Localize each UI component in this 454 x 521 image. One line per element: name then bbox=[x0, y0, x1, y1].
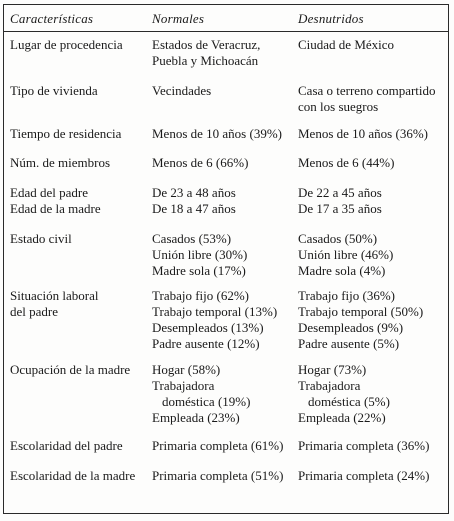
cell-desnutridos bbox=[298, 288, 423, 352]
cell-line: Menos de 10 años (36%) bbox=[298, 126, 428, 141]
cell-line: Trabajadora bbox=[152, 378, 215, 393]
cell-line: Vecindades bbox=[152, 83, 212, 98]
cell-line: Trabajo temporal (50%) bbox=[298, 304, 424, 319]
cell-line: Casa o terreno compartido bbox=[298, 83, 436, 98]
row-label bbox=[10, 37, 123, 53]
cell-line: Situación laboral bbox=[10, 288, 99, 303]
cell-line: De 18 a 47 años bbox=[152, 201, 236, 216]
cell-normales bbox=[152, 468, 283, 484]
cell-line: doméstica (5%) bbox=[308, 394, 390, 409]
cell-line: Desempleados (9%) bbox=[298, 320, 404, 335]
cell-line: Ocupación de la madre bbox=[10, 362, 131, 377]
cell-line: Trabajo temporal (13%) bbox=[152, 304, 278, 319]
cell-line: Escolaridad de la madre bbox=[10, 468, 136, 483]
cell-line: Primaria completa (36%) bbox=[298, 438, 430, 453]
header-divider bbox=[3, 31, 449, 32]
cell-line: De 23 a 48 años bbox=[152, 185, 236, 200]
row-label bbox=[10, 155, 110, 171]
cell-desnutridos bbox=[298, 231, 393, 279]
cell-line: Estados de Veracruz, bbox=[152, 37, 261, 52]
cell-desnutridos bbox=[298, 362, 390, 426]
cell-line: Ciudad de México bbox=[298, 37, 395, 52]
cell-normales bbox=[152, 362, 250, 426]
cell-line: Casados (53%) bbox=[152, 231, 232, 246]
row-label bbox=[10, 83, 98, 99]
column-header-desnutridos: Desnutridos bbox=[298, 11, 364, 26]
cell-line: Primaria completa (24%) bbox=[298, 468, 430, 483]
row-label bbox=[10, 362, 130, 378]
cell-normales bbox=[152, 155, 248, 171]
cell-desnutridos bbox=[298, 438, 429, 454]
row-label bbox=[10, 185, 101, 217]
cell-line: Tipo de vivienda bbox=[10, 83, 98, 98]
row-label bbox=[10, 231, 72, 247]
cell-line: del padre bbox=[10, 304, 59, 319]
cell-line: Estado civil bbox=[10, 231, 72, 246]
cell-line: Madre sola (17%) bbox=[152, 263, 246, 278]
cell-line: Empleada (22%) bbox=[298, 410, 386, 425]
cell-desnutridos bbox=[298, 126, 428, 142]
row-label bbox=[10, 468, 135, 484]
cell-line: De 17 a 35 años bbox=[298, 201, 382, 216]
cell-line: Hogar (58%) bbox=[152, 362, 221, 377]
row-label bbox=[10, 126, 121, 142]
cell-line: Casados (50%) bbox=[298, 231, 378, 246]
cell-line: Puebla y Michoacán bbox=[152, 53, 259, 68]
cell-line: Trabajo fijo (62%) bbox=[152, 288, 250, 303]
cell-desnutridos bbox=[298, 83, 436, 115]
cell-line: Hogar (73%) bbox=[298, 362, 367, 377]
cell-desnutridos bbox=[298, 468, 429, 484]
cell-line: Menos de 6 (66%) bbox=[152, 155, 249, 170]
cell-normales bbox=[152, 288, 277, 352]
cell-line: Trabajo fijo (36%) bbox=[298, 288, 396, 303]
cell-line: Padre ausente (12%) bbox=[152, 336, 260, 351]
cell-line: Empleada (23%) bbox=[152, 410, 240, 425]
cell-normales bbox=[152, 83, 211, 99]
cell-line: Madre sola (4%) bbox=[298, 263, 386, 278]
cell-normales bbox=[152, 185, 236, 217]
cell-line: Menos de 10 años (39%) bbox=[152, 126, 282, 141]
cell-desnutridos bbox=[298, 155, 394, 171]
cell-line: con los suegros bbox=[298, 99, 379, 114]
cell-line: Edad de la madre bbox=[10, 201, 101, 216]
cell-line: doméstica (19%) bbox=[162, 394, 251, 409]
cell-line: Trabajadora bbox=[298, 378, 361, 393]
cell-desnutridos bbox=[298, 185, 382, 217]
cell-normales bbox=[152, 438, 283, 454]
cell-line: Núm. de miembros bbox=[10, 155, 111, 170]
cell-line: Padre ausente (5%) bbox=[298, 336, 400, 351]
column-header-normales: Normales bbox=[152, 11, 205, 26]
row-label bbox=[10, 288, 98, 320]
cell-line: Primaria completa (51%) bbox=[152, 468, 284, 483]
cell-line: Menos de 6 (44%) bbox=[298, 155, 395, 170]
cell-desnutridos bbox=[298, 37, 394, 53]
cell-line: Tiempo de residencia bbox=[10, 126, 122, 141]
column-header-caracteristicas: Características bbox=[10, 11, 94, 26]
cell-normales bbox=[152, 231, 247, 279]
cell-normales bbox=[152, 37, 260, 69]
cell-line: De 22 a 45 años bbox=[298, 185, 382, 200]
cell-line: Primaria completa (61%) bbox=[152, 438, 284, 453]
cell-line: Edad del padre bbox=[10, 185, 88, 200]
cell-line: Unión libre (46%) bbox=[298, 247, 394, 262]
cell-line: Unión libre (30%) bbox=[152, 247, 248, 262]
cell-line: Desempleados (13%) bbox=[152, 320, 264, 335]
cell-line: Escolaridad del padre bbox=[10, 438, 123, 453]
row-label bbox=[10, 438, 123, 454]
cell-normales bbox=[152, 126, 282, 142]
cell-line: Lugar de procedencia bbox=[10, 37, 123, 52]
